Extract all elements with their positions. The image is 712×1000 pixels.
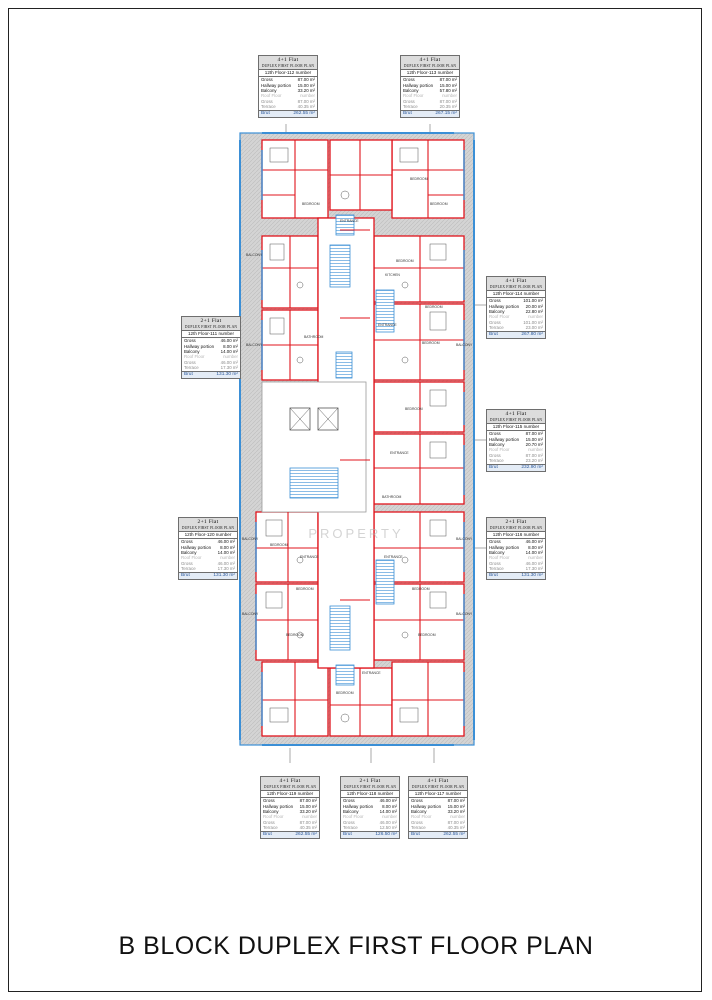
card-header (341, 777, 399, 791)
roof-label: Gross (261, 98, 273, 104)
area-label: Hallway portion (261, 82, 292, 88)
area-value: 8.00 m² (382, 803, 397, 809)
area-label: Balcony (489, 441, 505, 447)
flat-card-c119 (260, 776, 320, 839)
roof-value: number (450, 814, 465, 820)
flat-number: 12th Floor-113 number (401, 70, 459, 77)
brut-row (487, 331, 545, 339)
brut-value: 262.55 m² (295, 831, 317, 837)
area-value: 33.20 m² (297, 87, 315, 93)
flat-card-c118 (340, 776, 400, 839)
room-label-bedroom: BEDROOM (302, 202, 320, 206)
roof-value: 12.50 m² (379, 825, 397, 831)
room-label-bathroom: BATHROOM (304, 335, 324, 339)
card-header (261, 777, 319, 791)
area-label: Hallway portion (343, 803, 374, 809)
brut-row (341, 831, 399, 839)
room-label-bedroom: BEDROOM (270, 543, 288, 547)
brut-row (487, 464, 545, 472)
roof-label: Terrace (184, 365, 199, 371)
roof-value: 23.00 m² (525, 325, 543, 331)
room-label-balcony: BALCONY (246, 253, 263, 257)
brut-label: Brut (489, 464, 498, 470)
area-label: Hallway portion (489, 436, 520, 442)
area-label: Balcony (184, 348, 200, 354)
room-label-balcony: BALCONY (456, 612, 473, 616)
roof-value: 46.00 m² (217, 560, 235, 566)
roof-value: 17.30 m² (220, 365, 238, 371)
roof-label: Terrace (489, 325, 504, 331)
roof-value: 23.20 m² (525, 458, 543, 464)
brut-label: Brut (489, 572, 498, 578)
brut-label: Brut (343, 831, 352, 837)
roof-label: Terrace (263, 825, 278, 831)
roof-value: 46.00 m² (220, 359, 238, 365)
room-label-bedroom: BEDROOM (286, 633, 304, 637)
flat-type: 4+1 Flat (277, 57, 299, 63)
area-value: 87.00 m² (439, 77, 457, 83)
flat-type: 4+1 Flat (427, 778, 449, 784)
flat-card-c115 (486, 409, 546, 472)
roof-label: Gross (263, 819, 275, 825)
flat-card-c117 (408, 776, 468, 839)
roof-value: number (382, 814, 397, 820)
area-label: Hallway portion (411, 803, 442, 809)
area-value: 14.00 m² (525, 549, 543, 555)
area-label: Balcony (343, 808, 359, 814)
area-value: 46.00 m² (525, 539, 543, 545)
flat-subtitle: DUPLEX FIRST FLOOR PLAN (489, 417, 543, 422)
brut-row (182, 371, 240, 379)
area-label: Gross (343, 798, 355, 804)
area-value: 87.00 m² (299, 798, 317, 804)
area-value: 14.00 m² (217, 549, 235, 555)
brut-row (179, 572, 237, 580)
flat-card-c111 (181, 316, 241, 379)
area-label: Hallway portion (181, 544, 212, 550)
room-label-balcony: BALCONY (242, 537, 259, 541)
roof-label: Roof Floor (261, 93, 282, 99)
flat-type: 4+1 Flat (505, 278, 527, 284)
roof-value: number (220, 555, 235, 561)
page-title: B BLOCK DUPLEX FIRST FLOOR PLAN (118, 932, 594, 960)
area-value: 46.00 m² (379, 798, 397, 804)
roof-label: Gross (403, 98, 415, 104)
flat-number: 12th Floor-114 number (487, 291, 545, 298)
area-value: 15.00 m² (447, 803, 465, 809)
room-label-balcony: BALCONY (246, 343, 263, 347)
roof-label: Gross (411, 819, 423, 825)
area-value: 87.00 m² (297, 77, 315, 83)
area-label: Gross (489, 539, 501, 545)
room-label-bedroom: BEDROOM (410, 177, 428, 181)
area-value: 15.00 m² (299, 803, 317, 809)
flat-card-c116 (486, 517, 546, 580)
brut-value: 126.50 m² (375, 831, 397, 837)
room-label-entrance: ENTRANCE (390, 451, 409, 455)
roof-label: Roof Floor (403, 93, 424, 99)
card-header (409, 777, 467, 791)
roof-value: 40.35 m² (447, 825, 465, 831)
area-label: Hallway portion (489, 544, 520, 550)
area-label: Balcony (489, 549, 505, 555)
roof-value: 46.00 m² (379, 819, 397, 825)
room-label-bedroom: BEDROOM (418, 633, 436, 637)
flat-subtitle: DUPLEX FIRST FLOOR PLAN (343, 784, 397, 789)
roof-value: number (302, 814, 317, 820)
flat-subtitle: DUPLEX FIRST FLOOR PLAN (489, 284, 543, 289)
flat-type: 4+1 Flat (419, 57, 441, 63)
roof-value: 87.00 m² (297, 98, 315, 104)
room-label-bedroom: BEDROOM (405, 407, 423, 411)
room-label-balcony: BALCONY (456, 343, 473, 347)
flat-subtitle: DUPLEX FIRST FLOOR PLAN (261, 63, 315, 68)
flat-card-c114 (486, 276, 546, 339)
roof-label: Gross (181, 560, 193, 566)
area-label: Gross (489, 431, 501, 437)
brut-value: 262.55 m² (293, 110, 315, 116)
card-header (487, 410, 545, 424)
roof-value: 87.00 m² (447, 819, 465, 825)
watermark: PROPERTY (308, 526, 404, 541)
brut-value: 267.15 m² (435, 110, 457, 116)
area-label: Gross (403, 77, 415, 83)
area-label: Hallway portion (184, 343, 215, 349)
roof-value: number (528, 447, 543, 453)
area-value: 15.00 m² (297, 82, 315, 88)
room-label-bedroom: BEDROOM (412, 587, 430, 591)
area-label: Gross (411, 798, 423, 804)
flat-number: 12th Floor-119 number (261, 791, 319, 798)
roof-label: Roof Floor (489, 447, 510, 453)
card-header (487, 277, 545, 291)
area-label: Balcony (263, 808, 279, 814)
roof-label: Terrace (489, 566, 504, 572)
roof-value: 87.00 m² (299, 819, 317, 825)
room-label-bedroom: BEDROOM (396, 259, 414, 263)
room-label-bedroom: BEDROOM (336, 691, 354, 695)
roof-label: Terrace (411, 825, 426, 831)
roof-label: Gross (184, 359, 196, 365)
roof-value: number (223, 354, 238, 360)
flat-type: 4+1 Flat (279, 778, 301, 784)
roof-label: Gross (489, 319, 501, 325)
area-label: Gross (181, 539, 193, 545)
card-header (401, 56, 459, 70)
card-header (259, 56, 317, 70)
roof-label: Terrace (343, 825, 358, 831)
area-value: 8.00 m² (220, 544, 235, 550)
brut-label: Brut (489, 331, 498, 337)
flat-subtitle: DUPLEX FIRST FLOOR PLAN (411, 784, 465, 789)
flat-number: 12th Floor-116 number (487, 532, 545, 539)
card-header (487, 518, 545, 532)
area-value: 101.00 m² (523, 298, 543, 304)
roof-label: Terrace (403, 104, 418, 110)
brut-row (259, 110, 317, 118)
area-value: 14.00 m² (379, 808, 397, 814)
flat-number: 12th Floor-115 number (487, 424, 545, 431)
roof-value: 46.00 m² (525, 560, 543, 566)
roof-label: Terrace (489, 458, 504, 464)
brut-row (409, 831, 467, 839)
area-label: Gross (489, 298, 501, 304)
flat-subtitle: DUPLEX FIRST FLOOR PLAN (181, 525, 235, 530)
roof-label: Roof Floor (184, 354, 205, 360)
brut-label: Brut (184, 371, 193, 377)
area-label: Hallway portion (263, 803, 294, 809)
area-value: 14.00 m² (220, 348, 238, 354)
roof-value: 87.00 m² (439, 98, 457, 104)
flat-type: 2+1 Flat (505, 519, 527, 525)
area-value: 33.20 m² (299, 808, 317, 814)
room-label-balcony: BALCONY (242, 612, 259, 616)
room-label-kitchen: KITCHEN (385, 273, 400, 277)
flat-subtitle: DUPLEX FIRST FLOOR PLAN (489, 525, 543, 530)
roof-label: Roof Floor (181, 555, 202, 561)
area-label: Hallway portion (403, 82, 434, 88)
room-label-balcony: BALCONY (456, 537, 473, 541)
roof-value: 40.35 m² (297, 104, 315, 110)
brut-row (261, 831, 319, 839)
area-value: 57.80 m² (439, 87, 457, 93)
area-value: 8.00 m² (528, 544, 543, 550)
roof-label: Gross (489, 560, 501, 566)
flat-type: 2+1 Flat (200, 318, 222, 324)
brut-row (487, 572, 545, 580)
roof-value: 20.35 m² (439, 104, 457, 110)
room-label-entrance: ENTRANCE (340, 219, 359, 223)
roof-label: Terrace (261, 104, 276, 110)
brut-value: 267.80 m² (521, 331, 543, 337)
room-label-bedroom: BEDROOM (422, 341, 440, 345)
area-value: 20.70 m² (525, 441, 543, 447)
roof-value: 101.00 m² (523, 319, 543, 325)
flat-type: 2+1 Flat (359, 778, 381, 784)
area-value: 20.00 m² (525, 303, 543, 309)
flat-number: 12th Floor-118 number (341, 791, 399, 798)
room-label-entrance: ENTRANCE (362, 671, 381, 675)
roof-label: Roof Floor (343, 814, 364, 820)
roof-label: Roof Floor (411, 814, 432, 820)
flat-type: 2+1 Flat (197, 519, 219, 525)
flat-subtitle: DUPLEX FIRST FLOOR PLAN (403, 63, 457, 68)
roof-value: number (528, 314, 543, 320)
flat-card-c120 (178, 517, 238, 580)
area-label: Gross (184, 338, 196, 344)
area-value: 87.00 m² (525, 431, 543, 437)
brut-value: 232.90 m² (521, 464, 543, 470)
brut-label: Brut (263, 831, 272, 837)
roof-value: 17.30 m² (217, 566, 235, 572)
roof-label: Roof Floor (489, 555, 510, 561)
roof-label: Roof Floor (263, 814, 284, 820)
brut-row (401, 110, 459, 118)
roof-value: number (442, 93, 457, 99)
area-label: Gross (261, 77, 273, 83)
area-label: Gross (263, 798, 275, 804)
room-label-bedroom: BEDROOM (425, 305, 443, 309)
room-label-bathroom: BATHROOM (382, 495, 402, 499)
card-header (182, 317, 240, 331)
flat-number: 12th Floor-112 number (259, 70, 317, 77)
area-value: 33.20 m² (447, 808, 465, 814)
brut-value: 131.30 m² (216, 371, 238, 377)
area-label: Balcony (181, 549, 197, 555)
area-label: Balcony (489, 308, 505, 314)
flat-subtitle: DUPLEX FIRST FLOOR PLAN (184, 324, 238, 329)
flat-number: 12th Floor-111 number (182, 331, 240, 338)
flat-number: 12th Floor-117 number (409, 791, 467, 798)
area-label: Balcony (403, 87, 419, 93)
card-header (179, 518, 237, 532)
roof-value: 17.30 m² (525, 566, 543, 572)
brut-label: Brut (181, 572, 190, 578)
roof-value: number (300, 93, 315, 99)
area-value: 8.00 m² (223, 343, 238, 349)
area-value: 15.00 m² (525, 436, 543, 442)
area-value: 46.00 m² (220, 338, 238, 344)
area-label: Balcony (261, 87, 277, 93)
area-value: 15.00 m² (439, 82, 457, 88)
area-value: 46.00 m² (217, 539, 235, 545)
brut-value: 131.30 m² (213, 572, 235, 578)
area-value: 22.80 m² (525, 308, 543, 314)
room-label-entrance: ENTRANCE (378, 323, 397, 327)
brut-value: 131.30 m² (521, 572, 543, 578)
room-label-entrance: ENTRANCE (300, 555, 319, 559)
roof-label: Terrace (181, 566, 196, 572)
flat-subtitle: DUPLEX FIRST FLOOR PLAN (263, 784, 317, 789)
brut-label: Brut (403, 110, 412, 116)
flat-card-c113 (400, 55, 460, 118)
brut-label: Brut (411, 831, 420, 837)
flat-card-c112 (258, 55, 318, 118)
roof-value: 40.35 m² (299, 825, 317, 831)
room-label-entrance: ENTRANCE (384, 555, 403, 559)
brut-value: 262.55 m² (443, 831, 465, 837)
roof-value: number (528, 555, 543, 561)
roof-label: Roof Floor (489, 314, 510, 320)
brut-label: Brut (261, 110, 270, 116)
roof-value: 87.00 m² (525, 452, 543, 458)
area-value: 87.00 m² (447, 798, 465, 804)
flat-type: 4+1 Flat (505, 411, 527, 417)
roof-label: Gross (343, 819, 355, 825)
room-label-bedroom: BEDROOM (296, 587, 314, 591)
flat-number: 12th Floor-120 number (179, 532, 237, 539)
roof-label: Gross (489, 452, 501, 458)
room-label-bedroom: BEDROOM (430, 202, 448, 206)
area-label: Balcony (411, 808, 427, 814)
area-label: Hallway portion (489, 303, 520, 309)
